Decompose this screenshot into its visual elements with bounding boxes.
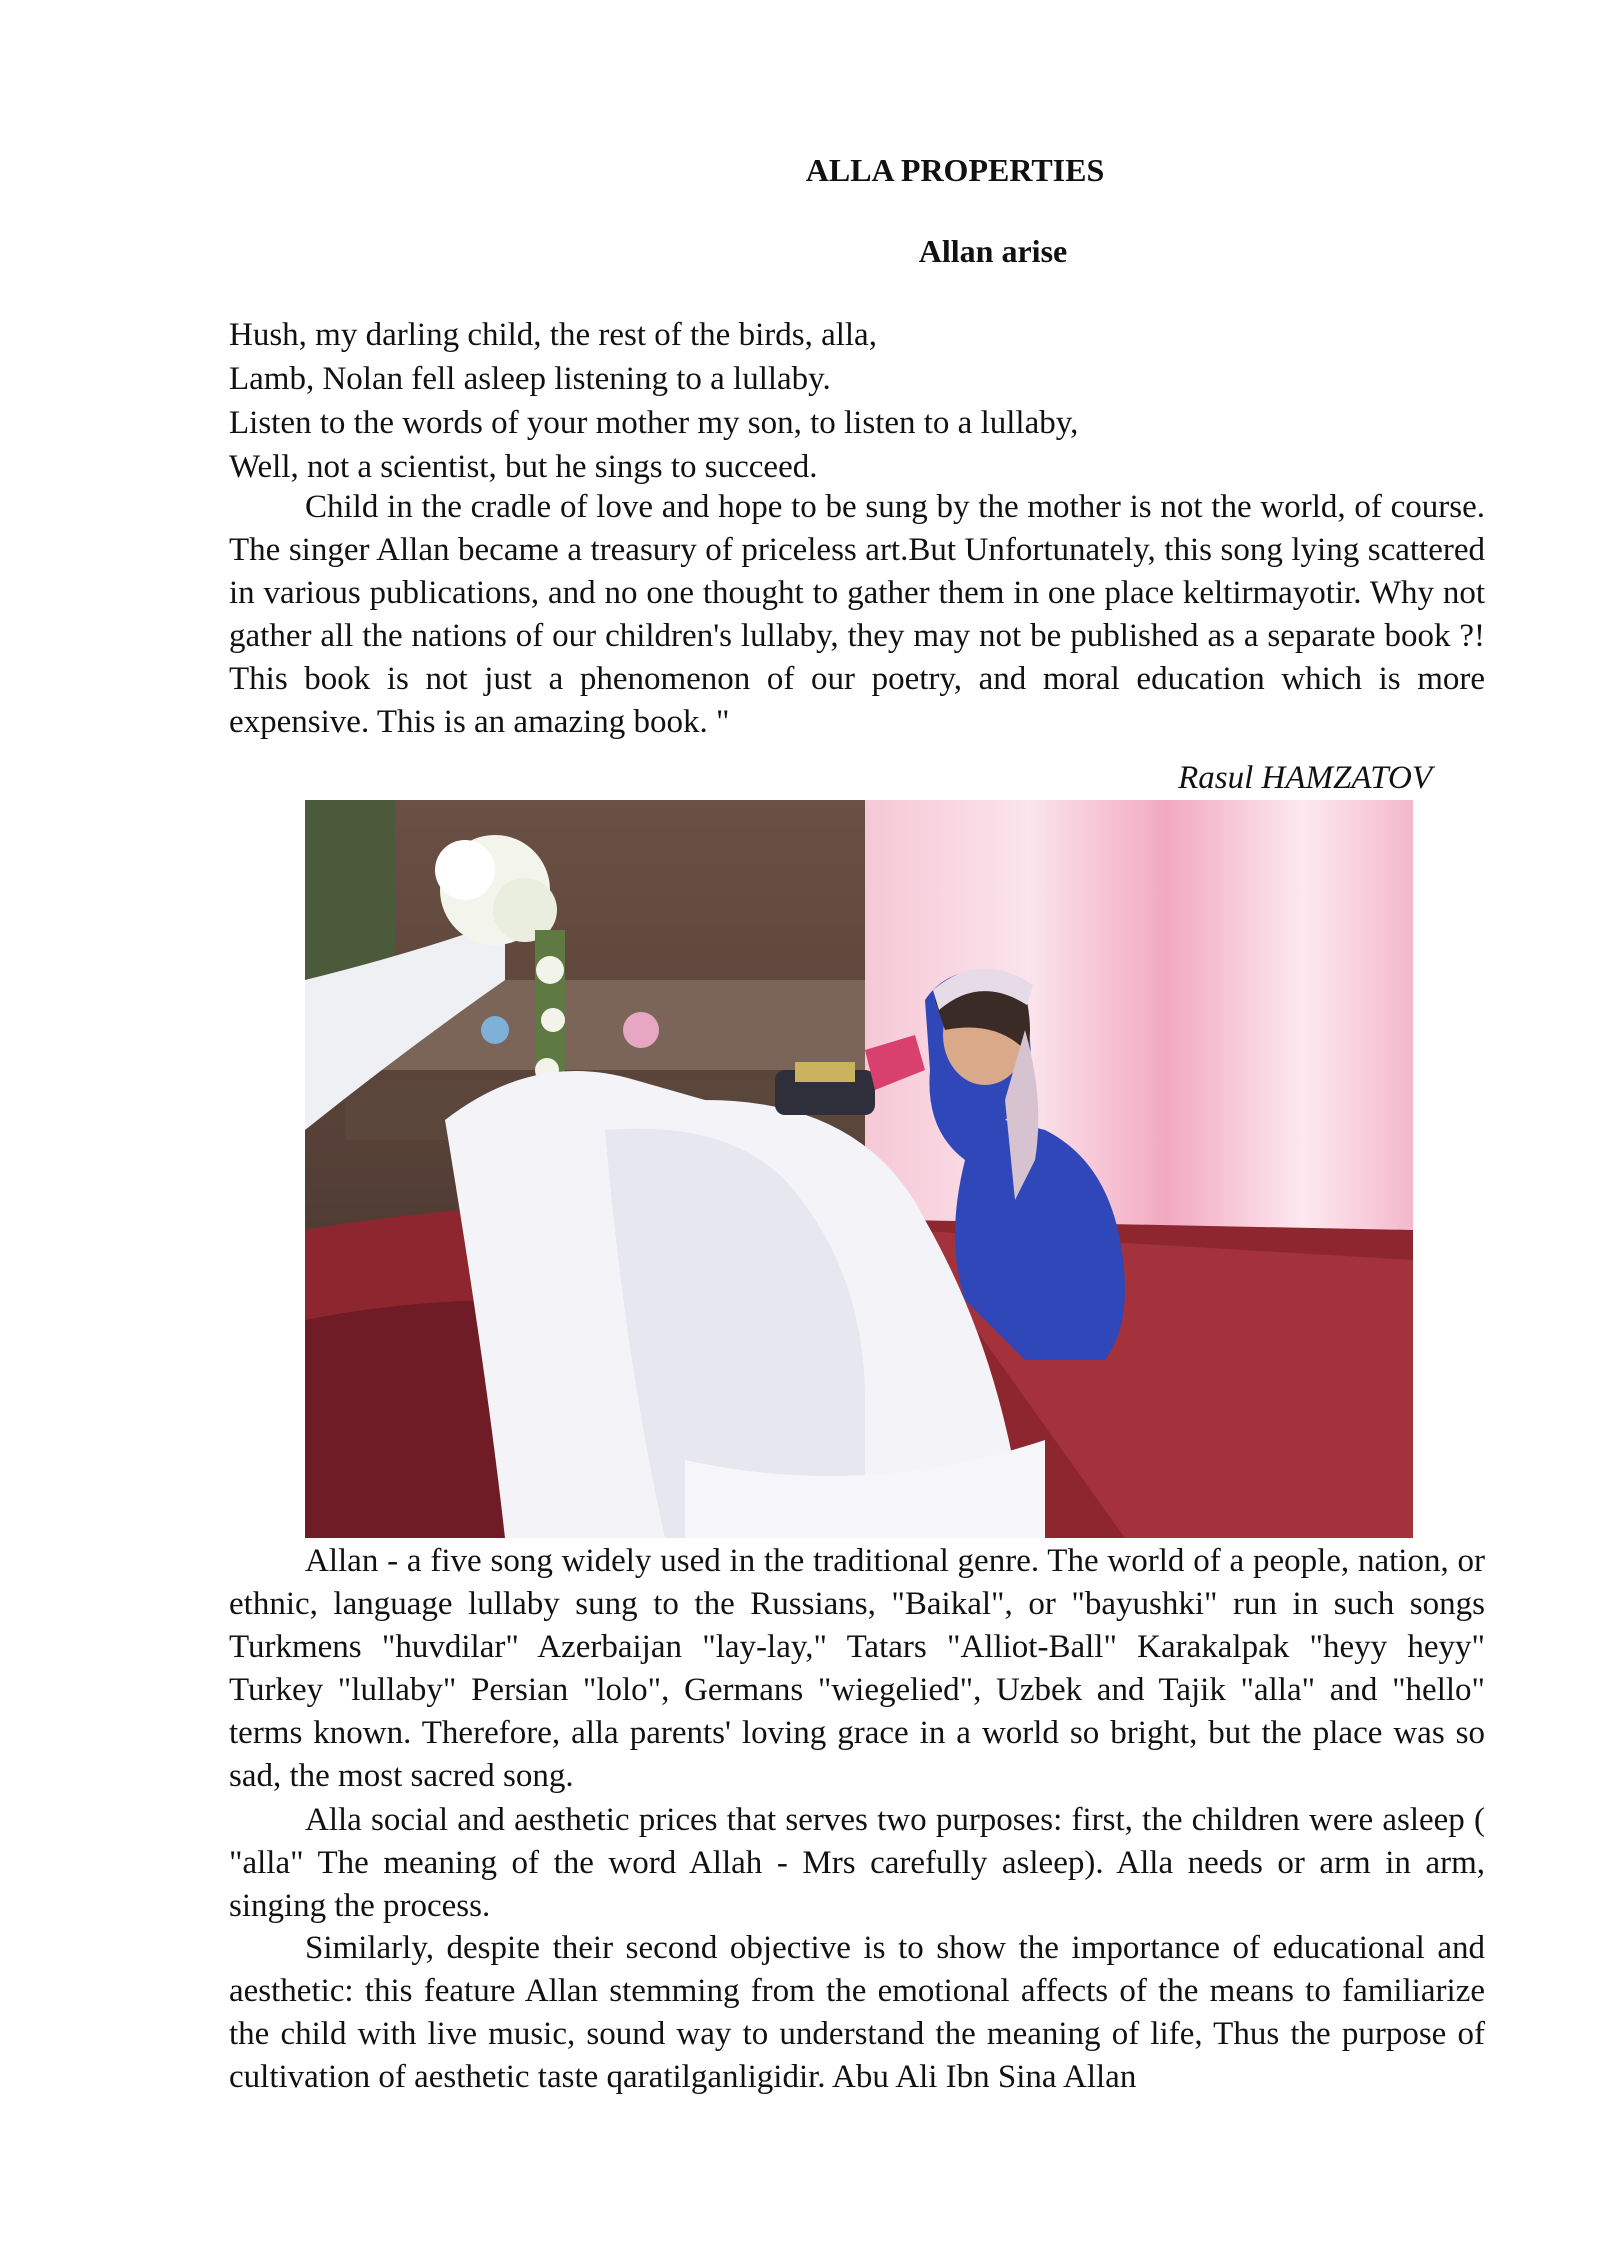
page-subtitle: Allan arise (918, 233, 1068, 269)
paragraph (229, 1540, 1485, 1798)
paragraph-text: Allan - a five song widely used in the traditional genre. The world of a people, nation, or ethnic, language lullaby sung to the Russians, "Baikal", or "bayushki" run in such songs Turkmens "huvdilar" Azerbaijan "lay-lay," Tatars "Alliot-Ball" Karakalpak "heyy heyy" Turkey "lullaby" Persian "lolo", Germans "wiegelied", Uzbek and Tajik "alla" and "hello" terms known. Therefore, alla parents' loving grace in a world so bright, but the place was so sad, the most sacred song. (229, 1543, 1485, 1794)
poem-line: Listen to the words of your mother my son, to listen to a lullaby, (229, 405, 1079, 441)
paragraph (229, 1799, 1485, 1928)
signature: Rasul HAMZATOV (1178, 760, 1432, 796)
poem-line: Hush, my darling child, the rest of the birds, alla, (229, 317, 877, 353)
paragraph (229, 1927, 1485, 2099)
paragraph-text: Similarly, despite their second objective is to show the importance of educational and aesthetic: this feature Allan stemming from the emotional affects of the means to familiarize the child with live music, sound way to understand the meaning of life, Thus the purpose of cultivation of aesthetic taste qaratilganligidir. Abu Ali Ibn Sina Allan (229, 1930, 1485, 2095)
poem-stanza (229, 313, 1078, 489)
paragraph-text: Alla social and aesthetic prices that serves two purposes: first, the children were asleep ( "alla" The meaning of the word Allah - Mrs carefully asleep). Alla needs or arm in arm, singing the process. (229, 1802, 1485, 1924)
paragraph-text: Child in the cradle of love and hope to be sung by the mother is not the world, of course. The singer Allan became a treasury of priceless art.But Unfortunately, this song lying scattered in various publications, and no one thought to gather them in one place keltirmayotir. Why not gather all the nations of our children's lullaby, they may not be published as a separate book ?! This book is not just a phenomenon of our poetry, and moral education which is more expensive. This is an amazing book. " (229, 489, 1485, 740)
poem-line: Well, not a scientist, but he sings to succeed. (229, 449, 818, 485)
poem-line: Lamb, Nolan fell asleep listening to a lullaby. (229, 361, 831, 397)
paragraph (229, 486, 1485, 744)
page-title: ALLA PROPERTIES (805, 152, 1105, 188)
photo-lullaby-scene (305, 800, 1413, 1538)
